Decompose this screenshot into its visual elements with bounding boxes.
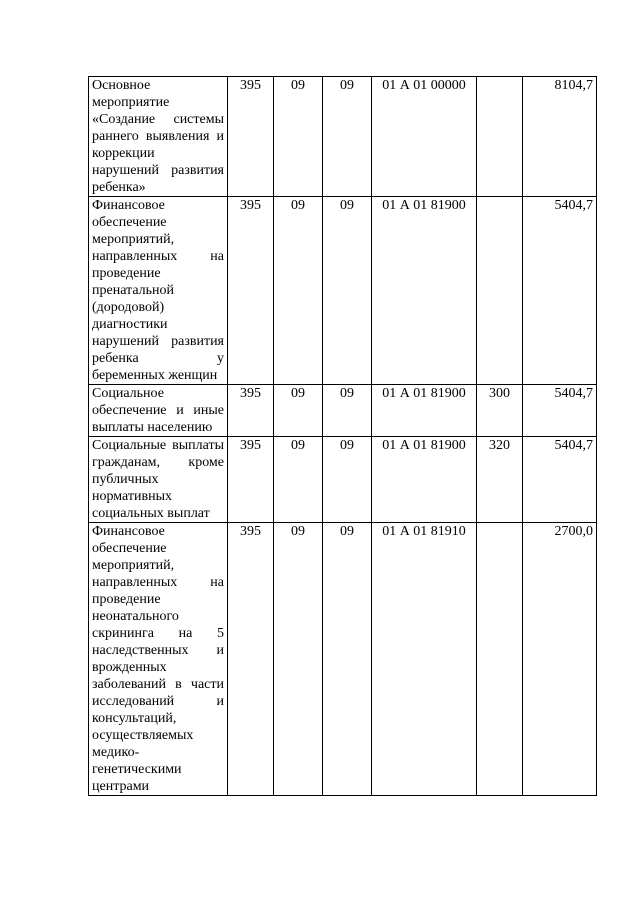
grbs-cell: 395 (228, 385, 274, 437)
sum-cell: 5404,7 (523, 197, 597, 385)
sum-cell: 5404,7 (523, 437, 597, 523)
csr-cell: 01 А 01 81910 (372, 523, 477, 796)
row-name-cell: Социальные выплаты гражданам, кроме публичных нормативных социальных выплат (89, 437, 228, 523)
vr-cell: 320 (477, 437, 523, 523)
budget-table (88, 76, 597, 796)
podrazdel-cell: 09 (323, 385, 372, 437)
razdel-cell: 09 (274, 385, 323, 437)
grbs-cell: 395 (228, 437, 274, 523)
grbs-cell: 395 (228, 197, 274, 385)
razdel-cell: 09 (274, 437, 323, 523)
podrazdel-cell: 09 (323, 197, 372, 385)
podrazdel-cell: 09 (323, 437, 372, 523)
sum-cell: 8104,7 (523, 77, 597, 197)
csr-cell: 01 А 01 00000 (372, 77, 477, 197)
row-name-cell: Финансовое обеспечение мероприятий, направленных на проведение неонатального скрининга на 5 наследственных и врожденных заболеваний в части исследований и консультаций, осуществляемых медико-генетическими центрами (89, 523, 228, 796)
vr-cell (477, 523, 523, 796)
razdel-cell: 09 (274, 523, 323, 796)
table-row (89, 523, 597, 796)
vr-cell (477, 197, 523, 385)
table-row (89, 437, 597, 523)
sum-cell: 2700,0 (523, 523, 597, 796)
csr-cell: 01 А 01 81900 (372, 385, 477, 437)
vr-cell (477, 77, 523, 197)
vr-cell: 300 (477, 385, 523, 437)
grbs-cell: 395 (228, 77, 274, 197)
razdel-cell: 09 (274, 197, 323, 385)
csr-cell: 01 А 01 81900 (372, 197, 477, 385)
podrazdel-cell: 09 (323, 523, 372, 796)
razdel-cell: 09 (274, 77, 323, 197)
row-name-cell: Основное мероприятие «Создание системы раннего выявления и коррекции нарушений развития ребенка» (89, 77, 228, 197)
row-name-cell: Социальное обеспечение и иные выплаты населению (89, 385, 228, 437)
row-name-cell: Финансовое обеспечение мероприятий, направленных на проведение пренатальной (дородовой) диагностики нарушений развития ребенка у беременных женщин (89, 197, 228, 385)
table-row (89, 385, 597, 437)
grbs-cell: 395 (228, 523, 274, 796)
table-row (89, 77, 597, 197)
podrazdel-cell: 09 (323, 77, 372, 197)
table-row (89, 197, 597, 385)
csr-cell: 01 А 01 81900 (372, 437, 477, 523)
sum-cell: 5404,7 (523, 385, 597, 437)
